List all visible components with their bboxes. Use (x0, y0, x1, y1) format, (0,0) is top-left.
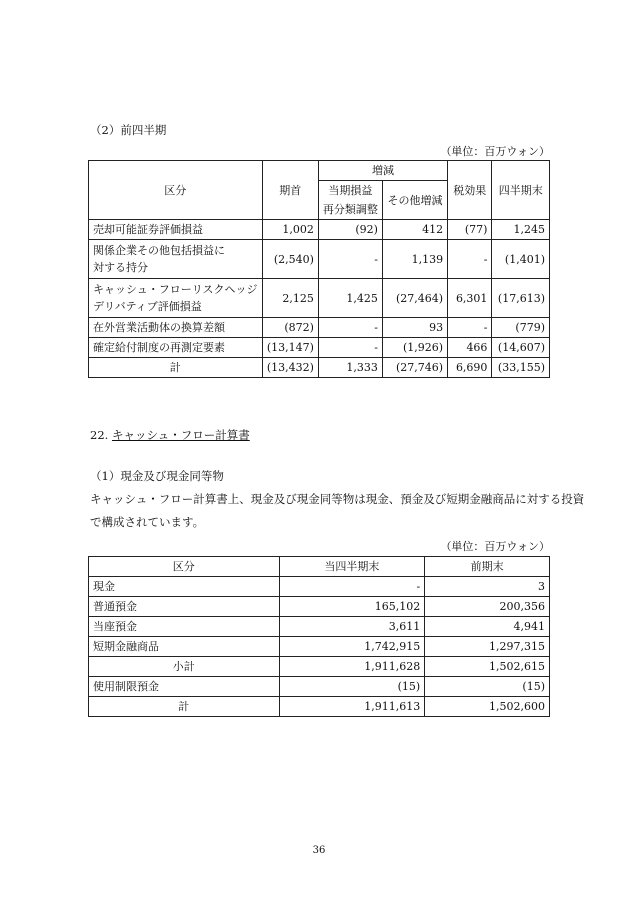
cell-reclass: (92) (318, 220, 382, 240)
cell-current: 1,911,613 (279, 697, 425, 717)
cell-current: 1,742,915 (279, 637, 425, 657)
cell-end: (17,613) (492, 279, 550, 318)
header-other: その他増減 (382, 181, 447, 220)
cell-reclass: - (318, 338, 382, 358)
cell-prior: 4,941 (425, 617, 550, 637)
table-row (89, 577, 550, 597)
cell-tax: - (448, 318, 492, 338)
row-label (89, 279, 263, 318)
header-current: 当四半期末 (279, 557, 425, 577)
row-label: 売却可能証券評価損益 (89, 220, 263, 240)
header-category: 区分 (89, 161, 263, 220)
header-category: 区分 (89, 557, 280, 577)
cell-begin: (872) (262, 318, 318, 338)
section-22-heading (90, 427, 250, 443)
row-label: 計 (89, 697, 280, 717)
row-label-line1: キャッシュ・フローリスクヘッジ (93, 283, 258, 296)
cell-current: 3,611 (279, 617, 425, 637)
section-heading-prior-quarter: （2）前四半期 (90, 123, 167, 137)
cell-prior: (15) (425, 677, 550, 697)
cell-end: 1,245 (492, 220, 550, 240)
row-label: 確定給付制度の再測定要素 (89, 338, 263, 358)
cell-current: 165,102 (279, 597, 425, 617)
table-row (89, 240, 550, 279)
page-number: 36 (312, 845, 326, 856)
cell-prior: 1,502,600 (425, 697, 550, 717)
header-prior: 前期末 (425, 557, 550, 577)
cell-current: - (279, 577, 425, 597)
cell-end: (1,401) (492, 240, 550, 279)
header-end: 四半期末 (492, 161, 550, 220)
cell-tax: (77) (448, 220, 492, 240)
cell-reclass: - (318, 240, 382, 279)
header-begin: 期首 (262, 161, 318, 220)
cell-begin: 2,125 (262, 279, 318, 318)
cell-tax: 6,301 (448, 279, 492, 318)
table-row (89, 279, 550, 318)
unit-note-2: （単位：百万ウォン） (440, 540, 550, 553)
cell-other: 1,139 (382, 240, 447, 279)
row-label: 短期金融商品 (89, 637, 280, 657)
cell-other: 93 (382, 318, 447, 338)
row-label-line2: デリバティブ評価損益 (93, 300, 202, 313)
cell-begin: (13,432) (262, 358, 318, 378)
row-label: 計 (89, 358, 263, 378)
table-subtotal-row (89, 657, 550, 677)
unit-note-1: （単位：百万ウォン） (440, 145, 550, 158)
row-label-line1: 関係企業その他包括損益に (93, 244, 225, 257)
row-label: 在外営業活動体の換算差額 (89, 318, 263, 338)
cell-prior: 3 (425, 577, 550, 597)
cell-prior: 1,297,315 (425, 637, 550, 657)
cell-tax: 466 (448, 338, 492, 358)
cell-tax: 6,690 (448, 358, 492, 378)
cell-tax: - (448, 240, 492, 279)
header-reclass-line2: 再分類調整 (318, 200, 382, 220)
row-label-line2: 対する持分 (93, 261, 148, 274)
oci-table (88, 160, 550, 378)
section-title: キャッシュ・フロー計算書 (111, 428, 250, 442)
row-label: 使用制限預金 (89, 677, 280, 697)
table-row (89, 677, 550, 697)
row-label: 現金 (89, 577, 280, 597)
cell-prior: 1,502,615 (425, 657, 550, 677)
table-row (89, 617, 550, 637)
table-row (89, 338, 550, 358)
paragraph-line-2: で構成されています。 (90, 515, 205, 529)
header-tax: 税効果 (448, 161, 492, 220)
cell-other: 412 (382, 220, 447, 240)
cell-other: (1,926) (382, 338, 447, 358)
header-change: 増減 (318, 161, 447, 181)
table-row (89, 637, 550, 657)
row-label: 普通預金 (89, 597, 280, 617)
cell-begin: 1,002 (262, 220, 318, 240)
cell-other: (27,746) (382, 358, 447, 378)
row-label: 小計 (89, 657, 280, 677)
table-header-row (89, 557, 550, 577)
table-row (89, 220, 550, 240)
table-header-row (89, 161, 550, 181)
cell-reclass: 1,333 (318, 358, 382, 378)
table-row (89, 597, 550, 617)
cell-current: (15) (279, 677, 425, 697)
header-reclass-line1: 当期損益 (318, 181, 382, 201)
row-label (89, 240, 263, 279)
table-total-row (89, 697, 550, 717)
cell-end: (14,607) (492, 338, 550, 358)
cell-end: (33,155) (492, 358, 550, 378)
cell-begin: (13,147) (262, 338, 318, 358)
table-total-row (89, 358, 550, 378)
section-number: 22. (90, 428, 109, 442)
table-row (89, 318, 550, 338)
cell-end: (779) (492, 318, 550, 338)
paragraph-line-1: キャッシュ・フロー計算書上、現金及び現金同等物は現金、預金及び短期金融商品に対する投資 (90, 492, 585, 506)
cell-reclass: - (318, 318, 382, 338)
cell-reclass: 1,425 (318, 279, 382, 318)
cash-table (88, 556, 550, 717)
subsection-heading: （1）現金及び現金同等物 (90, 469, 224, 483)
row-label: 当座預金 (89, 617, 280, 637)
cell-current: 1,911,628 (279, 657, 425, 677)
cell-prior: 200,356 (425, 597, 550, 617)
cell-other: (27,464) (382, 279, 447, 318)
cell-begin: (2,540) (262, 240, 318, 279)
